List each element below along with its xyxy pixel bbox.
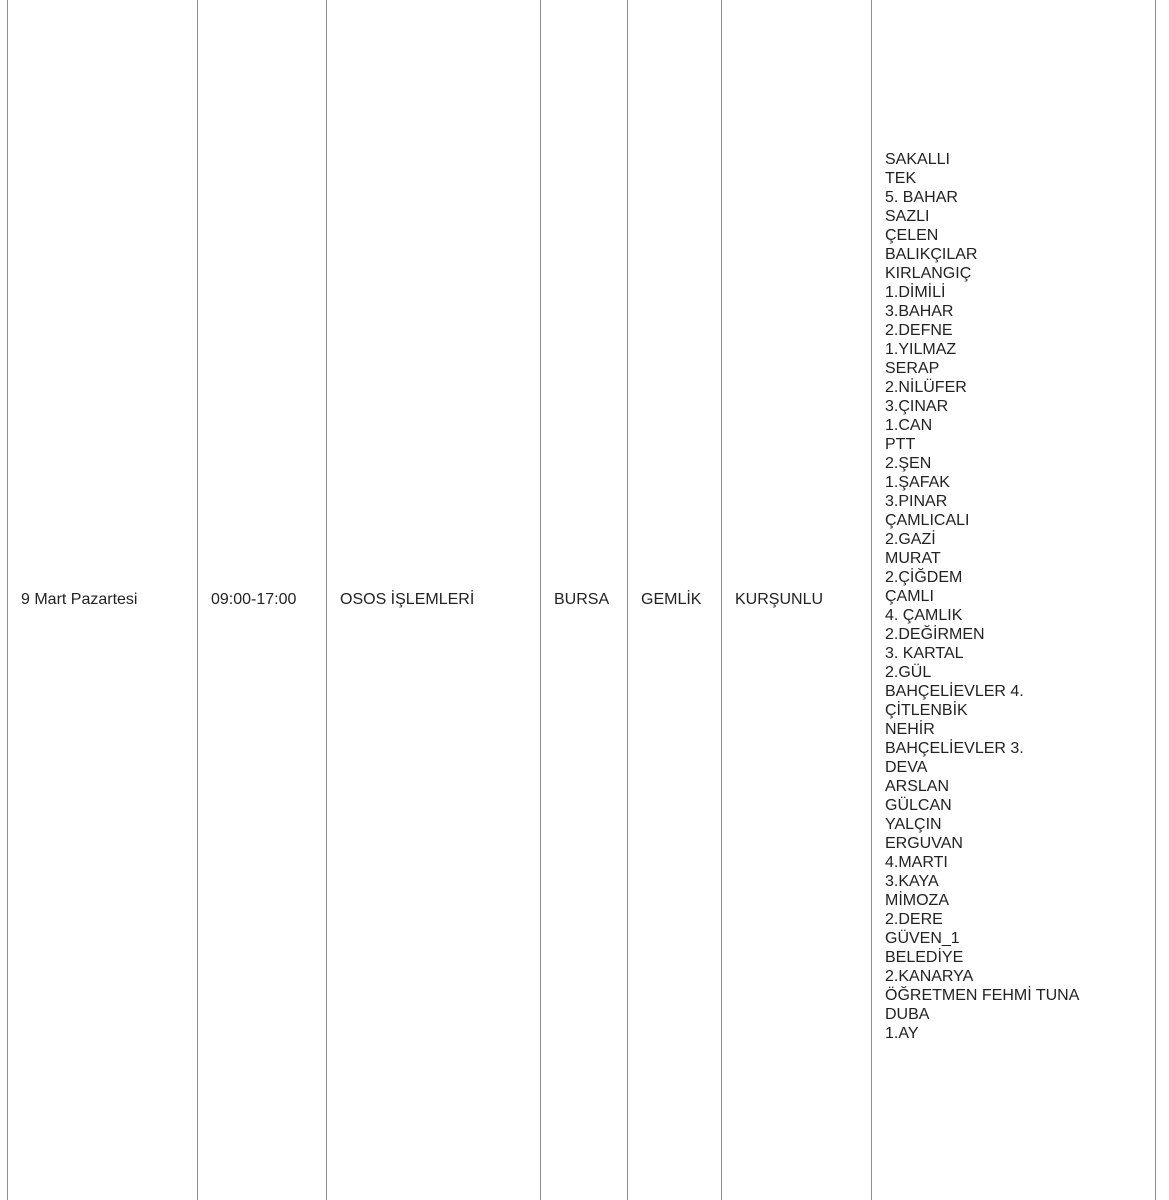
street-item: SERAP bbox=[885, 359, 940, 377]
street-item: 3.PINAR bbox=[885, 492, 948, 510]
street-item: 1.CAN bbox=[885, 416, 933, 434]
street-item: 2.GÜL bbox=[885, 663, 932, 681]
street-item: BELEDİYE bbox=[885, 948, 964, 966]
street-item: 2.GAZİ bbox=[885, 530, 936, 548]
streets-cell bbox=[872, 0, 1156, 1200]
street-item: 3.KAYA bbox=[885, 872, 939, 890]
street-item: PTT bbox=[885, 435, 916, 453]
city-cell bbox=[541, 0, 628, 1200]
street-item: TEK bbox=[885, 169, 917, 187]
street-item: MİMOZA bbox=[885, 891, 949, 909]
street-item: ÇİTLENBİK bbox=[885, 701, 968, 719]
street-item: 2.KANARYA bbox=[885, 967, 974, 985]
street-item: 1.YILMAZ bbox=[885, 340, 957, 358]
street-item: ÇAMLICALI bbox=[885, 511, 970, 529]
street-item: 1.DİMİLİ bbox=[885, 283, 946, 301]
neighborhood-cell bbox=[722, 0, 872, 1200]
street-item: 2.ŞEN bbox=[885, 454, 932, 472]
street-item: 1.AY bbox=[885, 1024, 919, 1042]
street-item: ÇELEN bbox=[885, 226, 939, 244]
outage-schedule-table bbox=[7, 0, 1156, 1200]
operation-cell bbox=[327, 0, 541, 1200]
time-cell bbox=[198, 0, 327, 1200]
street-item: GÜVEN_1 bbox=[885, 929, 960, 947]
street-item: BALIKÇILAR bbox=[885, 245, 978, 263]
street-item: BAHÇELİEVLER 4. bbox=[885, 682, 1024, 700]
street-item: BAHÇELİEVLER 3. bbox=[885, 739, 1024, 757]
street-item: 2.ÇİĞDEM bbox=[885, 568, 963, 586]
street-item: 4. ÇAMLIK bbox=[885, 606, 963, 624]
street-item: ÖĞRETMEN FEHMİ TUNA bbox=[885, 986, 1080, 1004]
street-item: DUBA bbox=[885, 1005, 930, 1023]
street-item: MURAT bbox=[885, 549, 941, 567]
street-item: GÜLCAN bbox=[885, 796, 952, 814]
street-item: 4.MARTI bbox=[885, 853, 948, 871]
operation-text: OSOS İŞLEMLERİ bbox=[340, 591, 475, 608]
street-item: NEHİR bbox=[885, 720, 935, 738]
street-item: YALÇIN bbox=[885, 815, 942, 833]
street-item: SAKALLI bbox=[885, 150, 950, 168]
street-item: 2.DEFNE bbox=[885, 321, 953, 339]
street-item: SAZLI bbox=[885, 207, 930, 225]
date-text: 9 Mart Pazartesi bbox=[21, 591, 138, 608]
street-item: ERGUVAN bbox=[885, 834, 963, 852]
street-item: DEVA bbox=[885, 758, 928, 776]
district-text: GEMLİK bbox=[641, 591, 702, 608]
table-row bbox=[8, 0, 1156, 1200]
street-item: ÇAMLI bbox=[885, 587, 934, 605]
street-item: 2.DEĞİRMEN bbox=[885, 625, 985, 643]
street-list bbox=[885, 150, 1142, 1043]
street-item: 2.DERE bbox=[885, 910, 943, 928]
street-item: 3.ÇINAR bbox=[885, 397, 949, 415]
neighborhood-text: KURŞUNLU bbox=[735, 591, 824, 608]
date-cell bbox=[8, 0, 198, 1200]
district-cell bbox=[628, 0, 722, 1200]
city-text: BURSA bbox=[554, 591, 610, 608]
street-item: 1.ŞAFAK bbox=[885, 473, 950, 491]
street-item: 3. KARTAL bbox=[885, 644, 964, 662]
time-text: 09:00-17:00 bbox=[211, 591, 297, 608]
street-item: 3.BAHAR bbox=[885, 302, 954, 320]
street-item: ARSLAN bbox=[885, 777, 950, 795]
street-item: 5. BAHAR bbox=[885, 188, 958, 206]
street-item: KIRLANGIÇ bbox=[885, 264, 972, 282]
street-item: 2.NİLÜFER bbox=[885, 378, 967, 396]
